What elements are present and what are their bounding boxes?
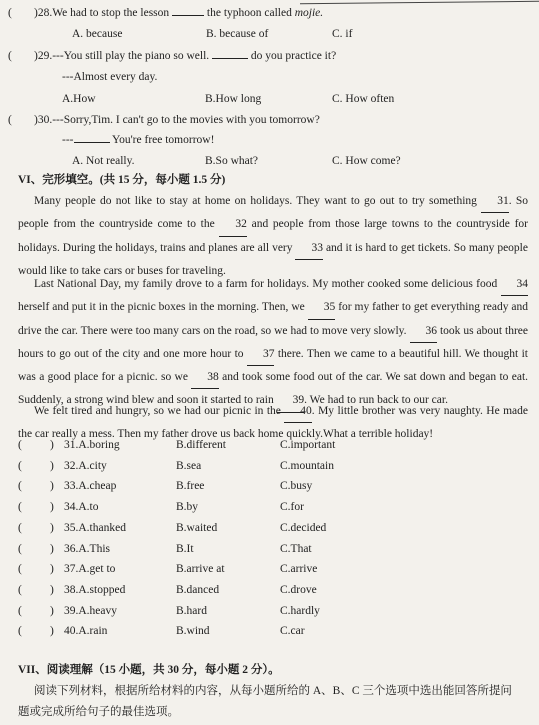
top-divider bbox=[300, 1, 539, 5]
option-c: C.for bbox=[280, 501, 304, 514]
cloze-paragraph-3: We felt tired and hungry, so we had our picnic in the 40. My little brother was very naughty. He made the car really a mess. Then my father drove us back home quickly.What a terrible holiday! bbox=[18, 400, 528, 446]
answer-paren-close[interactable]: ) bbox=[50, 625, 54, 638]
option-b: B.waited bbox=[176, 521, 218, 534]
answer-paren-open[interactable]: ( bbox=[18, 542, 22, 555]
q30-response-line: --- You're free tomorrow! bbox=[62, 134, 215, 146]
option-c: C.important bbox=[280, 439, 336, 451]
option-c: C.decided bbox=[280, 521, 327, 534]
q30-paren: ( bbox=[8, 114, 12, 126]
q30-stem: )30.---Sorry,Tim. I can't go to the movies with you tomorrow? bbox=[34, 114, 320, 126]
q30-option-c: C. How come? bbox=[332, 155, 401, 167]
cloze-paragraph-2: Last National Day, my family drove to a farm for holidays. My mother cooked some delicious food 34 herself and put it in the picnic boxes in the morning. Then, we 35 for my father to get everything ready and drive the car. There were too many cars on the road, so we had to move very slowly. 36 took us about three hours to go out of the city and one more hour to 37 there. Then we came to a beautiful hill. We thought it was a good place for a picnic. so we 38 and took some food out of the car. We sat down and began to eat. Suddenly, a strong wind blew and soon it started to rain 39. We had to run back to our car. bbox=[18, 273, 528, 413]
answer-paren-open[interactable]: ( bbox=[18, 563, 22, 576]
option-b: B.It bbox=[176, 542, 194, 555]
option-b: B.hard bbox=[176, 604, 207, 617]
q29-option-b: B.How long bbox=[205, 93, 262, 105]
q28-option-b: B. because of bbox=[206, 28, 269, 40]
option-c: C.drove bbox=[280, 583, 317, 596]
q29-option-c: C. How often bbox=[332, 93, 395, 105]
section-7-intro-line-1: 阅读下列材料，根据所给材料的内容，从每小题所给的 A、B、C 三个选项中选出能回答所提问 bbox=[34, 685, 512, 697]
q28-stem: )28.We had to stop the lesson the typhoon called mojie. bbox=[34, 7, 324, 19]
option-b: B.different bbox=[176, 439, 226, 451]
option-a: 38.A.stopped bbox=[64, 583, 126, 596]
q29-stem: )29.---You still play the piano so well. do you practice it? bbox=[34, 50, 337, 62]
answer-paren-close[interactable]: ) bbox=[50, 501, 54, 514]
option-a: 37.A.get to bbox=[64, 563, 116, 576]
answer-paren-close[interactable]: ) bbox=[50, 521, 54, 534]
q30-option-b: B.So what? bbox=[205, 155, 259, 167]
answer-paren-open[interactable]: ( bbox=[18, 604, 22, 617]
option-c: C.hardly bbox=[280, 604, 320, 617]
q28-option-a: A. because bbox=[72, 28, 123, 40]
answer-paren-open[interactable]: ( bbox=[18, 459, 22, 472]
section-7-title: VII、阅读理解（15 小题，共 30 分，每小题 2 分）。 bbox=[18, 664, 280, 676]
section-7-intro-line-2: 题或完成所给句子的最佳选项。 bbox=[18, 706, 179, 718]
option-c: C.mountain bbox=[280, 459, 334, 472]
answer-paren-close[interactable]: ) bbox=[50, 604, 54, 617]
option-b: B.wind bbox=[176, 625, 210, 638]
answer-paren-close[interactable]: ) bbox=[50, 563, 54, 576]
q30-option-a: A. Not really. bbox=[72, 155, 135, 167]
cloze-paragraph-1: Many people do not like to stay at home on holidays. They want to go out to try something 31. So people from the countryside come to the 32 and people from those large towns to the countryside for holidays. During the holidays, trains and planes are all very 33 and it is hard to get tickets. So many people would like to take cars or buses for traveling. bbox=[18, 190, 528, 282]
option-a: 40.A.rain bbox=[64, 625, 108, 638]
option-a: 39.A.heavy bbox=[64, 604, 118, 617]
option-b: B.danced bbox=[176, 583, 220, 596]
q29-option-a: A.How bbox=[62, 93, 96, 105]
option-a: 36.A.This bbox=[64, 542, 110, 555]
answer-paren-open[interactable]: ( bbox=[18, 501, 22, 514]
q28-paren: ( bbox=[8, 7, 12, 19]
answer-paren-open[interactable]: ( bbox=[18, 439, 22, 451]
answer-paren-open[interactable]: ( bbox=[18, 625, 22, 638]
option-a: 31.A.boring bbox=[64, 439, 120, 451]
q28-option-c: C. if bbox=[332, 28, 353, 40]
answer-paren-open[interactable]: ( bbox=[18, 480, 22, 493]
option-c: C.arrive bbox=[280, 563, 318, 576]
answer-paren-close[interactable]: ) bbox=[50, 439, 54, 451]
answer-paren-close[interactable]: ) bbox=[50, 542, 54, 555]
option-b: B.by bbox=[176, 501, 199, 514]
answer-paren-close[interactable]: ) bbox=[50, 480, 54, 493]
option-c: C.busy bbox=[280, 480, 313, 493]
option-c: C.car bbox=[280, 625, 305, 638]
answer-paren-open[interactable]: ( bbox=[18, 521, 22, 534]
option-a: 32.A.city bbox=[64, 459, 107, 472]
option-b: B.sea bbox=[176, 459, 202, 472]
answer-paren-close[interactable]: ) bbox=[50, 583, 54, 596]
answer-paren-close[interactable]: ) bbox=[50, 459, 54, 472]
section-6-title: VI、完形填空。(共 15 分，每小题 1.5 分) bbox=[18, 174, 226, 186]
answer-paren-open[interactable]: ( bbox=[18, 583, 22, 596]
option-b: B.free bbox=[176, 480, 205, 493]
q29-answer-line: ---Almost every day. bbox=[62, 71, 158, 83]
option-a: 35.A.thanked bbox=[64, 521, 126, 534]
q29-paren: ( bbox=[8, 50, 12, 62]
option-c: C.That bbox=[280, 542, 312, 555]
option-b: B.arrive at bbox=[176, 563, 225, 576]
option-a: 34.A.to bbox=[64, 501, 99, 514]
option-a: 33.A.cheap bbox=[64, 480, 117, 493]
